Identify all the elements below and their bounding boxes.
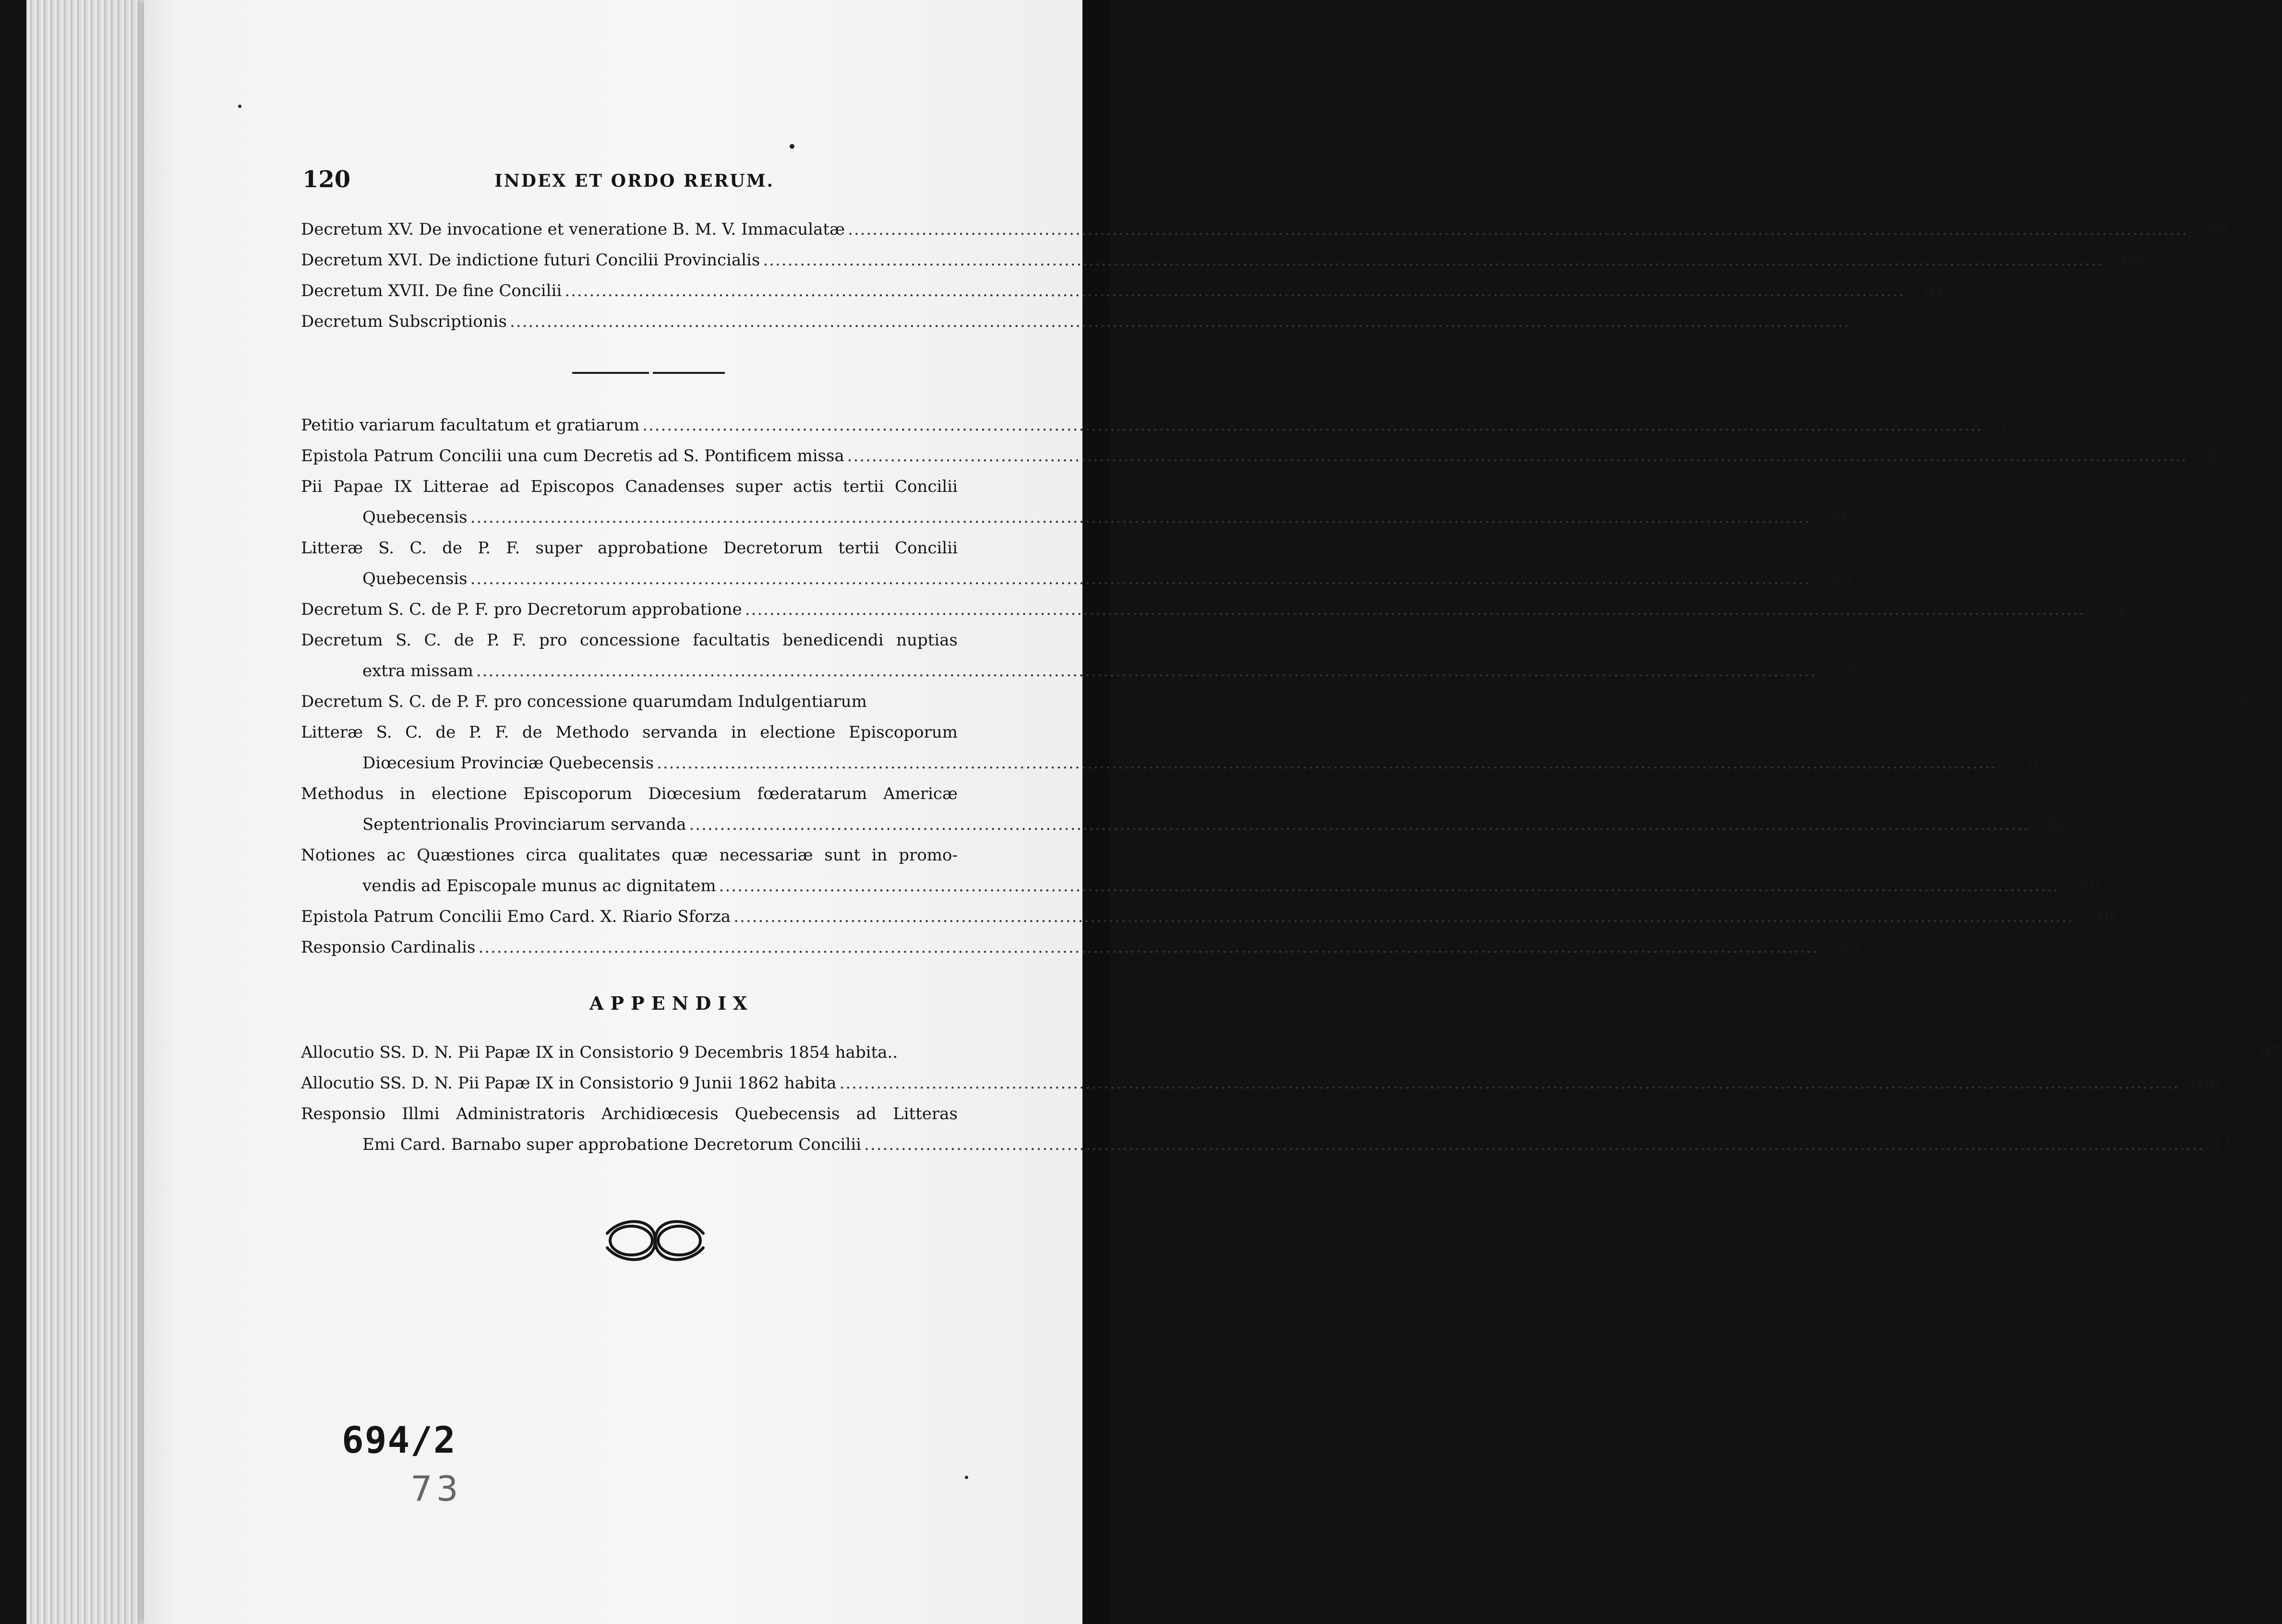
toc-entry (301, 1068, 2221, 1099)
toc-entry (301, 625, 1858, 686)
leader-dots (840, 1068, 2180, 1099)
toc-entry (301, 1099, 2246, 1160)
leader-dots (478, 932, 1818, 963)
toc-entry-title: Pii Papae IX Litterae ad Episcopos Canadenses super actis tertii Concilii (301, 477, 958, 496)
leader-dots (689, 809, 2030, 840)
toc-entry (301, 901, 2115, 932)
toc-entry-title: Responsio Cardinalis (301, 938, 476, 957)
toc-entry-title: Responsio Illmi Administratoris Archidiœcesis Quebecensis ad Litteras (301, 1104, 958, 1123)
toc-page-number: 75 (1835, 661, 1858, 681)
toc-page-number: 63 (2001, 416, 2024, 435)
toc-entry-title: Decretum XVII. De fine Concilii (301, 281, 562, 300)
toc-page-number: 90 (2092, 907, 2115, 926)
toc-entry-title: Notiones ac Quæstiones circa qualitates quæ necessariæ sunt in promo- (301, 846, 958, 865)
leader-dots (763, 245, 2103, 275)
speck (238, 105, 241, 108)
toc-entry-title: Quebecensis (362, 569, 468, 588)
toc-entry-title: Litteræ S. C. de P. F. super approbatione Decretorum tertii Concilii (301, 538, 958, 558)
leader-dots (470, 502, 1811, 533)
toc-page-number: 106 (2186, 1074, 2221, 1093)
toc-entry (301, 717, 2039, 778)
toc-entry-title: Decretum XVI. De indictione futuri Concilii Provincialis (301, 251, 760, 270)
toc-entry-title: Decretum XV. De invocatione et veneratione B. M. V. Immaculatæ (301, 220, 845, 239)
toc-entry-title: vendis ad Episcopale munus ac dignitatem (362, 876, 716, 896)
toc-entry-title: Quebecensis (362, 508, 468, 527)
toc-page-number: 60 (2122, 251, 2145, 270)
toc-entry-title: Decretum Subscriptionis (301, 312, 507, 331)
toc-entry (301, 594, 2126, 625)
toc-entry-title: Epistola Patrum Concilii Emo Card. X. Riario Sforza (301, 907, 731, 926)
toc-page-number: 61 (1923, 281, 1946, 300)
toc-entry (301, 306, 1892, 337)
leader-dots (745, 594, 2085, 625)
toc-page-number: 89 (2078, 876, 2101, 896)
toc-section-decrees (301, 214, 2230, 337)
leader-dots (657, 748, 1997, 778)
page-number: 120 (302, 166, 351, 193)
toc-section-appendix (301, 1037, 2282, 1160)
leader-dots (476, 656, 1816, 686)
toc-page-number: 115 (2211, 1135, 2246, 1154)
toc-page-number: ibid. (1854, 312, 1892, 331)
handwritten-number: 73 (410, 1469, 462, 1509)
toc-entry-title: Diœcesium Provinciæ Quebecensis (362, 753, 654, 773)
toc-entry (301, 1037, 2282, 1068)
toc-page-number: 74 (2103, 600, 2126, 619)
toc-entry (301, 778, 2071, 840)
running-title: INDEX ET ORDO RERUM. (494, 171, 775, 191)
toc-entry-title: Allocutio SS. D. N. Pii Papæ IX in Consistorio 9 Junii 1862 habita (301, 1074, 837, 1093)
speck (965, 1476, 968, 1479)
leader-dots (864, 1129, 2204, 1160)
section-divider (572, 372, 725, 374)
toc-entry-title: Methodus in electione Episcoporum Diœcesium fœderatarum Americæ (301, 784, 958, 803)
toc-page-number: 93 (1837, 938, 1860, 957)
toc-entry (301, 214, 2230, 245)
toc-page-number: 78 (2015, 753, 2039, 773)
toc-page-number: 58 (2206, 220, 2230, 239)
toc-entry (301, 245, 2145, 275)
speck (790, 144, 794, 149)
toc-entry (301, 840, 2101, 901)
toc-entry-title: Septentrionalis Provinciarum servanda (362, 815, 686, 834)
leader-dots (848, 214, 2188, 245)
toc-entry (301, 410, 2024, 441)
toc-entry (301, 533, 1852, 594)
toc-entry-title: extra missam (362, 661, 473, 681)
page-header (302, 166, 808, 200)
leader-dots (642, 410, 1982, 441)
appendix-heading: APPENDIX (589, 992, 754, 1014)
toc-page-number: 97 (2259, 1043, 2282, 1062)
toc-entry-title: Emi Card. Barnabo super approbatione Decretorum Concilii (362, 1135, 862, 1154)
toc-entry-title: Petitio variarum facultatum et gratiarum (301, 416, 640, 435)
toc-page-number: 76 (2228, 692, 2251, 711)
ornament-flourish (602, 1214, 708, 1267)
toc-entry-title: Allocutio SS. D. N. Pii Papæ IX in Consistorio 9 Decembris 1854 habita.. (301, 1043, 898, 1062)
toc-page-number: 66 (1829, 508, 1852, 527)
leader-dots (564, 275, 1905, 306)
toc-entry (301, 471, 1852, 533)
toc-entry (301, 932, 1860, 963)
toc-entry (301, 441, 2229, 471)
toc-page-number: 64 (2206, 446, 2229, 466)
toc-entry-title: Decretum S. C. de P. F. pro concessione quarumdam Indulgentiarum (301, 692, 867, 711)
toc-entry (301, 275, 1946, 306)
leader-dots (719, 871, 2059, 901)
toc-page-number: 80 (2048, 815, 2071, 834)
toc-entry-title: Decretum S. C. de P. F. pro Decretorum approbatione (301, 600, 742, 619)
leader-dots (733, 901, 2074, 932)
toc-section-documents (301, 410, 2251, 963)
toc-entry-title: Epistola Patrum Concilii una cum Decretis ad S. Pontificem missa (301, 446, 844, 466)
leader-dots (510, 306, 1850, 337)
toc-entry-title: Litteræ S. C. de P. F. de Methodo servanda in electione Episcoporum (301, 723, 958, 742)
toc-entry-title: Decretum S. C. de P. F. pro concessione facultatis benedicendi nuptias (301, 631, 958, 650)
handwritten-shelfmark: 694/2 (342, 1419, 456, 1461)
toc-entry (301, 686, 2251, 717)
toc-page-number: 69 (1829, 569, 1852, 588)
leader-dots (847, 441, 2187, 471)
leader-dots (470, 563, 1811, 594)
